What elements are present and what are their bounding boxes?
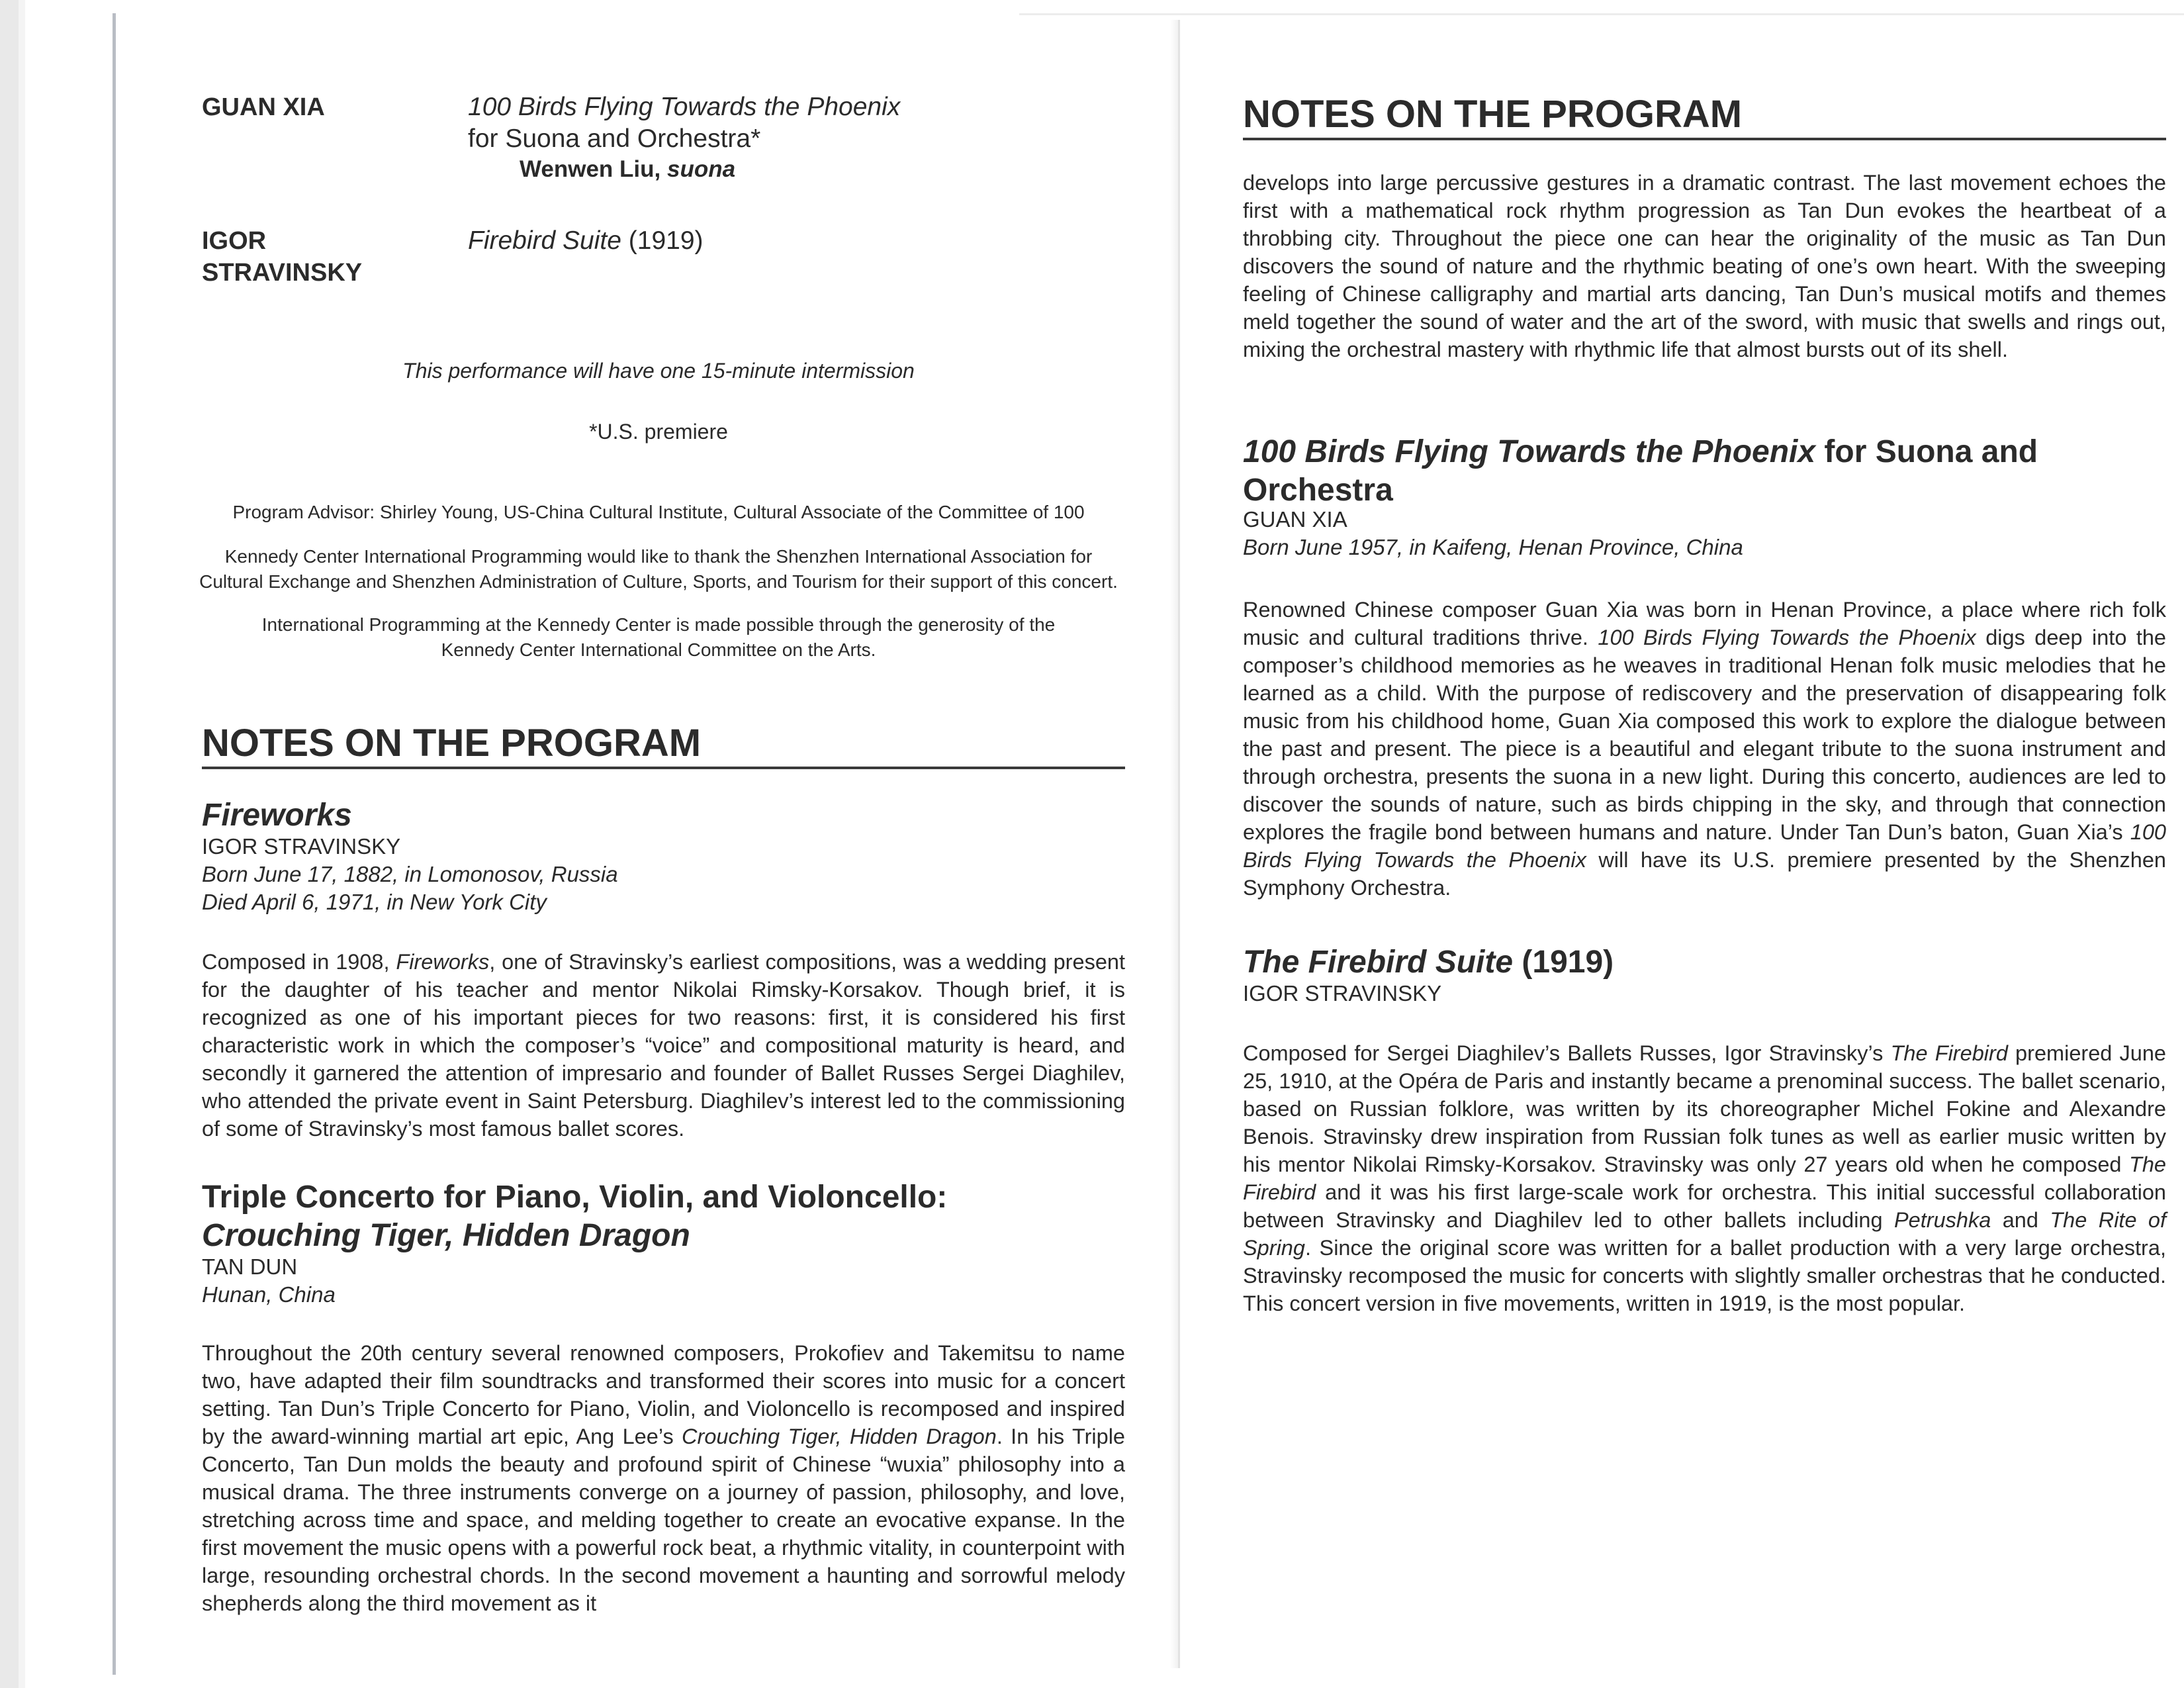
fireworks-paragraph: Composed in 1908, Fireworks, one of Stravinsky’s earliest compositions, was a wedding present for the daughter of his teacher and mentor Nikolai Rimsky-Korsakov. Though brief, it is recognized as one of his important pieces for two reasons: first, it is considered his first characteristic work in which the composer’s “voice” and compositional maturity is heard, and secondly it garnered the attention of impresario and founder of Ballet Russes Sergei Diaghilev, who attended the private event in Saint Petersburg. Diaghilev’s interest led to the commissioning of some of Stravinsky’s most famous ballet scores. <box>202 950 1125 1141</box>
work-meta-triple-concerto: TAN DUN Hunan, China <box>202 1254 336 1307</box>
work-title-firebird: The Firebird Suite (1919) <box>1243 945 1614 980</box>
program-performer: Wenwen Liu, suona <box>520 156 736 182</box>
program-work: Firebird Suite (1919) <box>468 226 704 255</box>
scan-edge <box>0 0 19 1688</box>
program-composer: IGOR STRAVINSKY <box>202 227 363 287</box>
advisor-note: Program Advisor: Shirley Young, US-China Cultural Institute, Cultural Associate of the Committee of 100 <box>232 502 1085 522</box>
section-heading: NOTES ON THE PROGRAM <box>1243 93 2166 140</box>
program-composer: GUAN XIA <box>202 93 325 121</box>
premiere-note: *U.S. premiere <box>589 420 728 444</box>
work-title-100-birds: 100 Birds Flying Towards the Phoenix for Suona and Orchestra <box>1243 434 2038 508</box>
program-work: 100 Birds Flying Towards the Phoenix for Suona and Orchestra* <box>468 93 901 153</box>
work-title-triple-concerto: Triple Concerto for Piano, Violin, and Violoncello: Crouching Tiger, Hidden Dragon <box>202 1180 948 1253</box>
section-heading: NOTES ON THE PROGRAM <box>202 722 1125 769</box>
generosity-note: International Programming at the Kennedy Center is made possible through the generosity of the Kennedy Center International Committee on the Arts. <box>261 614 1056 660</box>
work-meta-firebird: IGOR STRAVINSKY <box>1243 981 1442 1006</box>
scan-edge-inner <box>19 0 25 1688</box>
thanks-note: Kennedy Center International Programming would like to thank the Shenzhen International Association for Cultural Exchange and Shenzhen Administration of Culture, Sports, and Tourism for their support of this concert. <box>199 546 1118 592</box>
intermission-note: This performance will have one 15-minute intermission <box>402 359 915 383</box>
page-gutter <box>1178 20 1180 1668</box>
work-title-fireworks: Fireworks <box>202 798 352 833</box>
work-meta-100-birds: GUAN XIA Born June 1957, in Kaifeng, Henan Province, China <box>1243 507 1743 559</box>
work-meta-fireworks: IGOR STRAVINSKY Born June 17, 1882, in Lomonosov, Russia Died April 6, 1971, in New York City <box>202 834 618 914</box>
gutter-shadow <box>1170 20 1178 1668</box>
binder-line <box>113 13 116 1675</box>
firebird-paragraph: Composed for Sergei Diaghilev’s Ballets Russes, Igor Stravinsky’s The Firebird premiered June 25, 1910, at the Opéra de Paris and instantly became a prenominal success. The ballet scenario, based on Russian folklore, was written by its choreographer Michel Fokine and Alexandre Benois. Stravinsky drew inspiration from Russian folk tunes as well as earlier music written by his mentor Nikolai Rimsky-Korsakov. Stravinsky was only 27 years old when he composed The Firebird and it was his first large-scale work for orchestra. This initial successful collaboration between Stravinsky and Diaghilev led to other ballets including Petrushka and The Rite of Spring. Since the original score was written for a ballet production with a very large orchestra, Stravinsky recomposed the music for concerts with slightly smaller orchestras that he conducted. This concert version in five movements, written in 1919, is the most popular. <box>1243 1041 2167 1315</box>
100-birds-paragraph: Renowned Chinese composer Guan Xia was born in Henan Province, a place where rich folk music and cultural traditions thrive. 100 Birds Flying Towards the Phoenix digs deep into the composer’s childhood memories as he weaves in traditional Henan folk music melodies that he learned as a child. With the purpose of rediscovery and the preservation of disappearing folk music from his childhood home, Guan Xia composed this work to explore the dialogue between the past and present. The piece is a beautiful and elegant tribute to the suona instrument and through orchestra, presents the suona in a new light. During this concerto, audiences are led to discover the sounds of nature, such as birds chipping in the sky, and through that connection explores the fragile bond between humans and nature. Under Tan Dun’s baton, Guan Xia’s 100 Birds Flying Towards the Phoenix will have its U.S. premiere presented by the Shenzhen Symphony Orchestra. <box>1243 598 2167 900</box>
page-top-shadow <box>1019 13 2184 15</box>
triple-concerto-paragraph: Throughout the 20th century several renowned composers, Prokofiev and Takemitsu to name two, have adapted their film soundtracks and transformed their scores into music for a concert setting. Tan Dun’s Triple Concerto for Piano, Violin, and Violoncello is recomposed and inspired by the award-winning martial art epic, Ang Lee’s Crouching Tiger, Hidden Dragon. In his Triple Concerto, Tan Dun molds the beauty and profound spirit of Chinese “wuxia” philosophy into a musical drama. The three instruments converge on a journey of passion, philosophy, and love, stretching across time and space, and melding together to create an evocative expanse. In the first movement the music opens with a powerful rock beat, a rhythmic vitality, in counterpoint with large, resounding orchestral chords. In the second movement a haunting and sorrowful melody shepherds along the third movement as it <box>202 1341 1125 1615</box>
triple-concerto-continued-paragraph: develops into large percussive gestures in a dramatic contrast. The last movement echoes the first with a mathematical rock rhythm progression as Tan Dun evokes the heartbeat of a throbbing city. Throughout the piece one can hear the originality of the music as Tan Dun discovers the sound of nature and the rhythmic beating of one’s own heart. With the sweeping feeling of Chinese calligraphy and martial arts dancing, Tan Dun’s musical motifs and themes meld together the sound of water and the art of the sword, with music that swells and rings out, mixing the orchestral mastery with rhythmic life that almost bursts out of its shell. <box>1243 171 2166 361</box>
